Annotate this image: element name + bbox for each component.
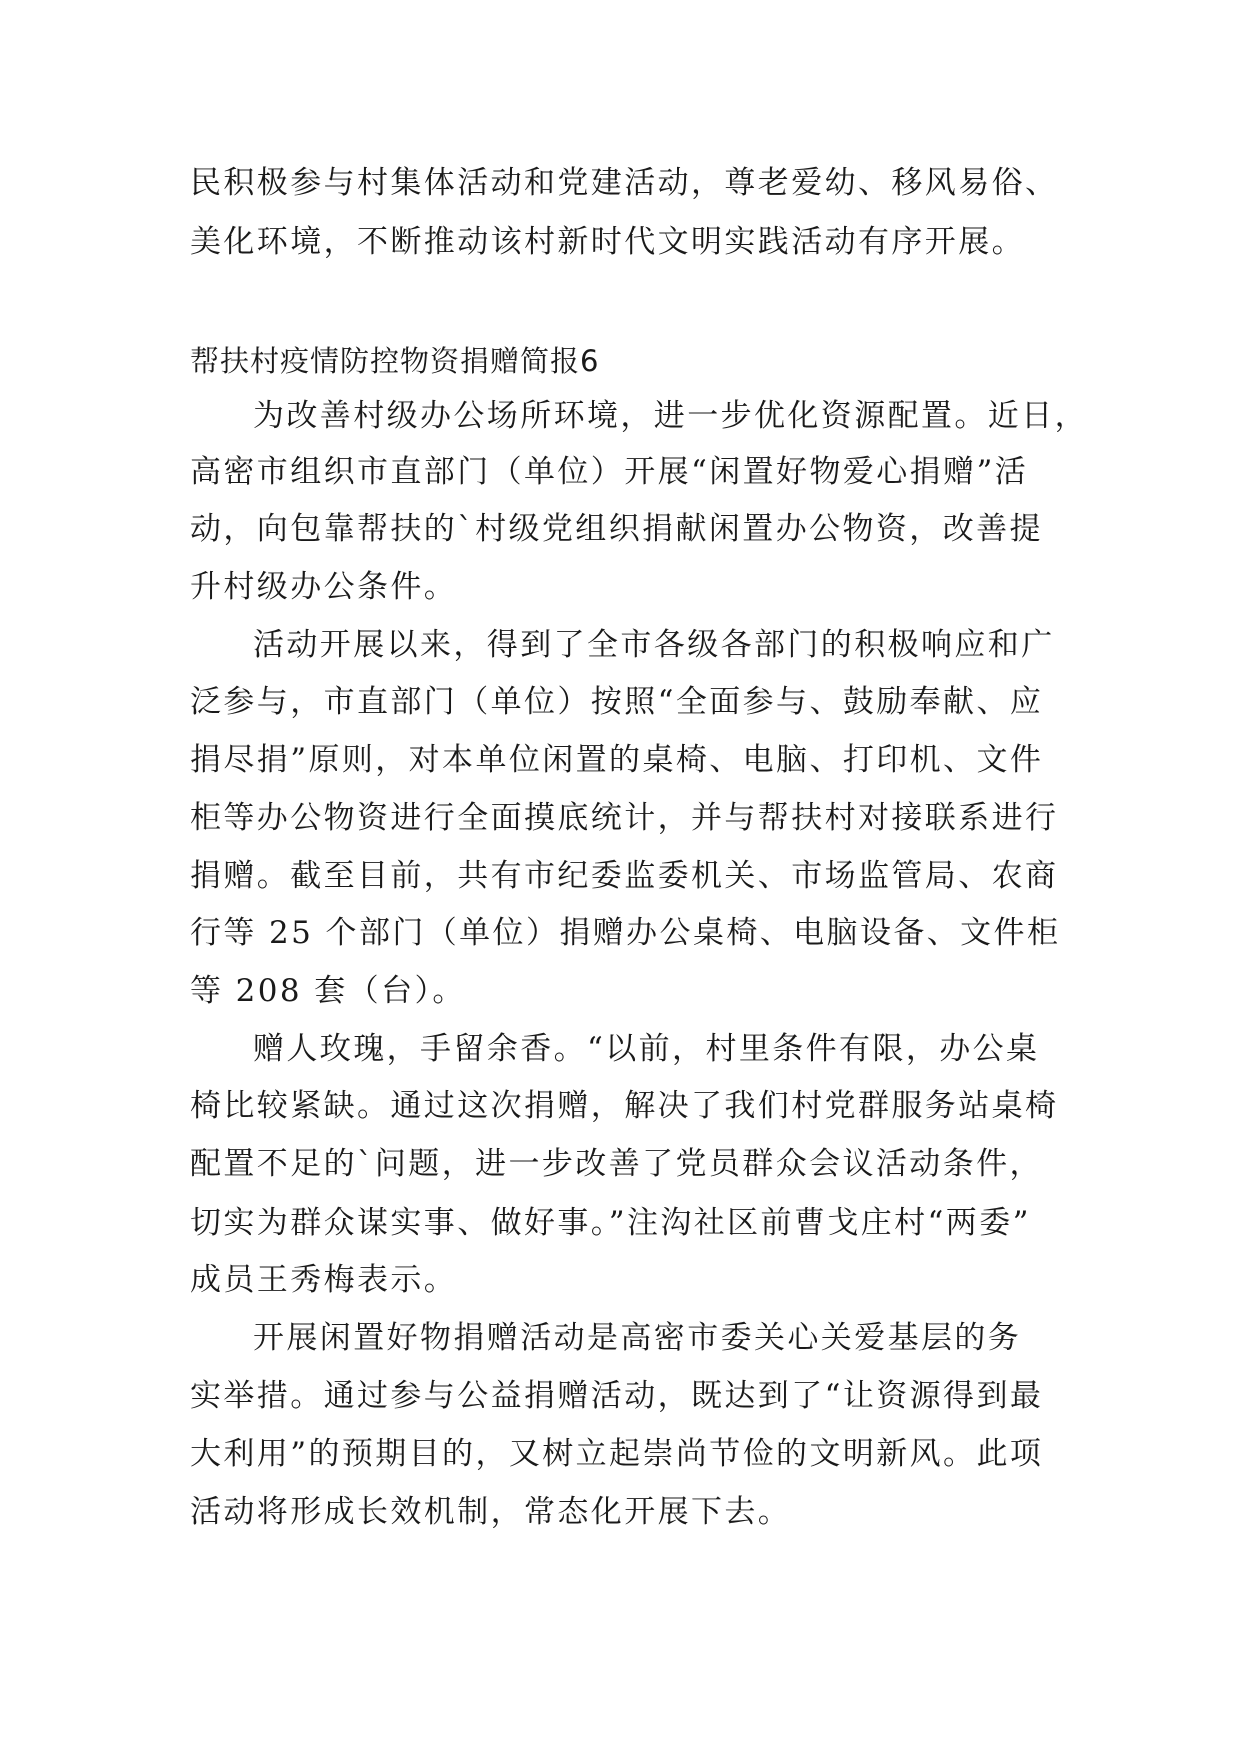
paragraph-2-line-5: 捐赠。截至目前，共有市纪委监委机关、市场监管局、农商 <box>190 858 1059 894</box>
paragraph-2-line-3: 捐尽捐”原则，对本单位闲置的桌椅、电脑、打印机、文件 <box>190 742 1044 778</box>
paragraph-3-line-1: 赠人玫瑰，手留余香。“以前，村里条件有限，办公桌 <box>253 1031 1040 1067</box>
paragraph-3-line-4: 切实为群众谋实事、做好事。”注沟社区前曹戈庄村“两委” <box>190 1205 1031 1241</box>
paragraph-1-line-4: 升村级办公条件。 <box>190 569 458 605</box>
section-title: 帮扶村疫情防控物资捐赠简报6 <box>190 344 600 378</box>
paragraph-1-line-2: 高密市组织市直部门（单位）开展“闲置好物爱心捐赠”活 <box>190 454 1029 490</box>
paragraph-4-line-2: 实举措。通过参与公益捐赠活动，既达到了“让资源得到最 <box>190 1378 1044 1414</box>
paragraph-3-line-2: 椅比较紧缺。通过这次捐赠，解决了我们村党群服务站桌椅 <box>190 1088 1059 1124</box>
continuation-line-2: 美化环境，不断推动该村新时代文明实践活动有序开展。 <box>190 224 1025 260</box>
paragraph-4-line-4: 活动将形成长效机制，常态化开展下去。 <box>190 1494 792 1530</box>
continuation-line-1: 民积极参与村集体活动和党建活动，尊老爱幼、移风易俗、 <box>190 165 1059 201</box>
paragraph-2-line-2: 泛参与，市直部门（单位）按照“全面参与、鼓励奉献、应 <box>190 684 1044 720</box>
paragraph-1-line-1: 为改善村级办公场所环境，进一步优化资源配置。近日， <box>253 398 1088 434</box>
paragraph-3-line-3: 配置不足的`问题，进一步改善了党员群众会议活动条件， <box>190 1146 1043 1182</box>
paragraph-2-line-7: 等 208 套（台）。 <box>190 973 466 1009</box>
paragraph-2-line-4: 柜等办公物资进行全面摸底统计，并与帮扶村对接联系进行 <box>190 800 1059 836</box>
paragraph-4-line-1: 开展闲置好物捐赠活动是高密市委关心关爱基层的务 <box>253 1320 1022 1356</box>
paragraph-2-line-6: 行等 25 个部门（单位）捐赠办公桌椅、电脑设备、文件柜 <box>190 915 1061 951</box>
paragraph-3-line-5: 成员王秀梅表示。 <box>190 1262 458 1298</box>
paragraph-4-line-3: 大利用”的预期目的，又树立起崇尚节俭的文明新风。此项 <box>190 1436 1044 1472</box>
paragraph-2-line-1: 活动开展以来，得到了全市各级各部门的积极响应和广 <box>253 627 1055 663</box>
paragraph-1-line-3: 动，向包靠帮扶的`村级党组织捐献闲置办公物资，改善提 <box>190 511 1043 547</box>
